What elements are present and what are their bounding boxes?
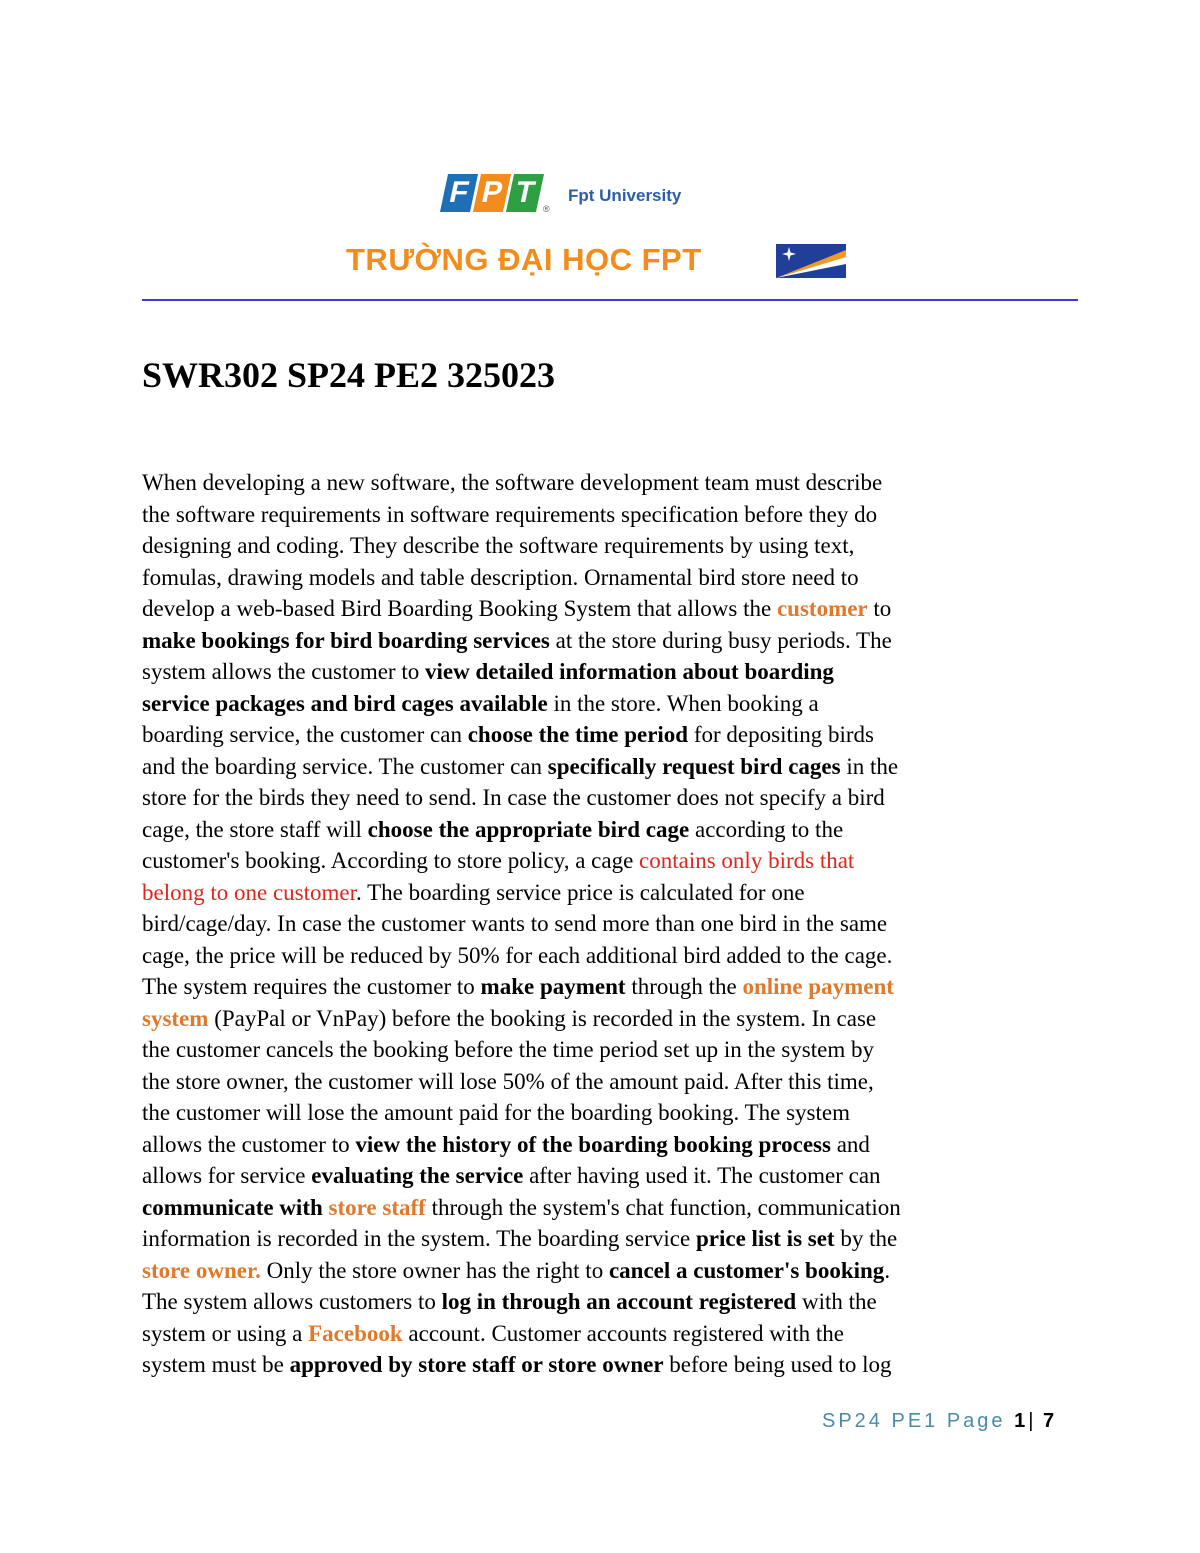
body-line [142,814,1056,846]
text-run: system allows the customer to [142,659,425,684]
text-run: boarding service, the customer can [142,722,468,747]
emphasized-phrase: price list is set [695,1226,835,1251]
emphasized-phrase: evaluating the service [311,1163,524,1188]
page-number: 1 [1014,1410,1029,1432]
body-line [142,499,1056,531]
emphasized-phrase: view the history of the boarding booking process [355,1131,831,1157]
text-run: through the system's chat function, communication [425,1194,901,1220]
text-run: bird/cage/day. In case the customer wants to send more than one bird in the same [142,911,888,936]
body-line [142,1349,1056,1381]
body-line [142,971,1056,1003]
body-line [142,719,1056,751]
text-run: (PayPal or VnPay) before the booking is recorded in the system. In case [208,1005,877,1031]
text-run: . [884,1257,891,1283]
text-run: account. Customer accounts registered with the [402,1320,845,1346]
text-run: Only the store owner has the right to [260,1257,609,1283]
body-line [142,562,1056,594]
text-run: in the store. When booking a [547,690,819,716]
total-pages: 7 [1043,1410,1058,1432]
text-run: When developing a new software, the software development team must describe [142,470,883,495]
text-run: the customer will lose the amount paid for the boarding booking. The system [142,1100,850,1125]
emphasized-phrase: make bookings for bird boarding services [142,627,550,653]
emphasized-phrase: choose the appropriate bird cage [367,816,690,842]
emphasized-phrase: log in through an account registered [441,1289,797,1314]
body-line [142,1255,1056,1287]
page-footer [822,1410,1057,1433]
body-line [142,625,1056,657]
body-line [142,593,1056,625]
highlighted-term: customer [776,596,868,621]
body-paragraph [142,467,1056,1381]
policy-highlight: contains only birds that [639,848,855,873]
text-run: the customer cancels the booking before the time period set up in the system by [142,1037,874,1062]
body-line [142,656,1056,688]
text-run: cage, the store staff will [142,816,368,842]
text-run: system or using a [142,1320,309,1346]
body-line [142,1003,1056,1035]
text-run: fomulas, drawing models and table description. Ornamental bird store need to [142,564,859,590]
page-separator: | [1028,1410,1035,1432]
body-line [142,782,1056,814]
text-run: system must be [142,1352,290,1377]
footer-label: SP24 PE1 Page [822,1410,1006,1432]
text-run: the store owner, the customer will lose 50% of the amount paid. After this time, [142,1068,874,1094]
marshall-islands-flag-icon [776,244,846,278]
text-run: store for the birds they need to send. In case the customer does not specify a bird [142,785,885,810]
body-line [142,908,1056,940]
fpt-badge [444,174,540,212]
fpt-letter-f: F [440,174,478,212]
registered-mark: ® [543,204,550,214]
text-run: before being used to log [663,1352,892,1377]
document-title: SWR302 SP24 PE2 325023 [142,355,556,395]
text-run: designing and coding. They describe the software requirements by using text, [142,533,855,558]
text-run: for depositing birds [688,722,875,747]
body-line [142,467,1056,499]
text-run: according to the [689,816,844,842]
body-line [142,530,1056,562]
text-run: allows for service [142,1163,312,1188]
emphasized-phrase: view detailed information about boarding [425,659,834,684]
text-run: at the store during busy periods. The [549,627,892,653]
text-run: . The boarding service price is calculated for one [356,879,805,905]
text-run: and the boarding service. The customer can [142,753,548,779]
text-run: in the [840,753,899,779]
emphasized-phrase: communicate with [142,1194,323,1220]
university-name: Fpt University [568,186,682,205]
highlighted-term: Facebook [308,1320,403,1346]
header-divider [142,299,1078,301]
text-run: after having used it. The customer can [523,1163,881,1188]
school-name: TRƯỜNG ĐẠI HỌC FPT [346,242,702,277]
text-run: by the [834,1226,898,1251]
text-run: allows the customer to [142,1131,356,1157]
text-run: develop a web-based Bird Boarding Booking System that allows the [142,596,777,621]
emphasized-phrase: approved by store staff or store owner [289,1352,664,1377]
body-line [142,1097,1056,1129]
text-run: to [867,596,892,621]
emphasized-phrase: cancel a customer's booking [608,1257,885,1283]
highlighted-term: online payment [742,974,894,999]
body-line [142,1160,1056,1192]
body-line [142,940,1056,972]
emphasized-phrase: make payment [480,974,626,999]
highlighted-term: store owner. [142,1257,261,1283]
emphasized-phrase: choose the time period [467,722,689,747]
text-run: The system requires the customer to [142,974,481,999]
fpt-letter-t: T [506,174,544,212]
body-line [142,1286,1056,1318]
body-line [142,1034,1056,1066]
emphasized-phrase: service packages and bird cages available [142,690,548,716]
body-line [142,1192,1056,1224]
body-line [142,1066,1056,1098]
text-run: through the [625,974,743,999]
emphasized-phrase: specifically request bird cages [547,753,841,779]
fpt-university-logo [346,172,860,282]
text-run: The system allows customers to [142,1289,442,1314]
text-run: information is recorded in the system. The boarding service [142,1226,696,1251]
body-line [142,1318,1056,1350]
text-run: and [830,1131,870,1157]
highlighted-term: system [142,1005,209,1031]
policy-highlight: belong to one customer [142,879,356,905]
highlighted-term: store staff [328,1194,426,1220]
body-line [142,1223,1056,1255]
body-line [142,1129,1056,1161]
body-line [142,845,1056,877]
body-line [142,877,1056,909]
text-run: cage, the price will be reduced by 50% for each additional bird added to the cage. [142,942,893,968]
text-run: with the [796,1289,877,1314]
text-run: the software requirements in software requirements specification before they do [142,501,878,527]
body-line [142,688,1056,720]
fpt-letter-p: P [473,174,511,212]
body-line [142,751,1056,783]
text-run: customer's booking. According to store policy, a cage [142,848,640,873]
